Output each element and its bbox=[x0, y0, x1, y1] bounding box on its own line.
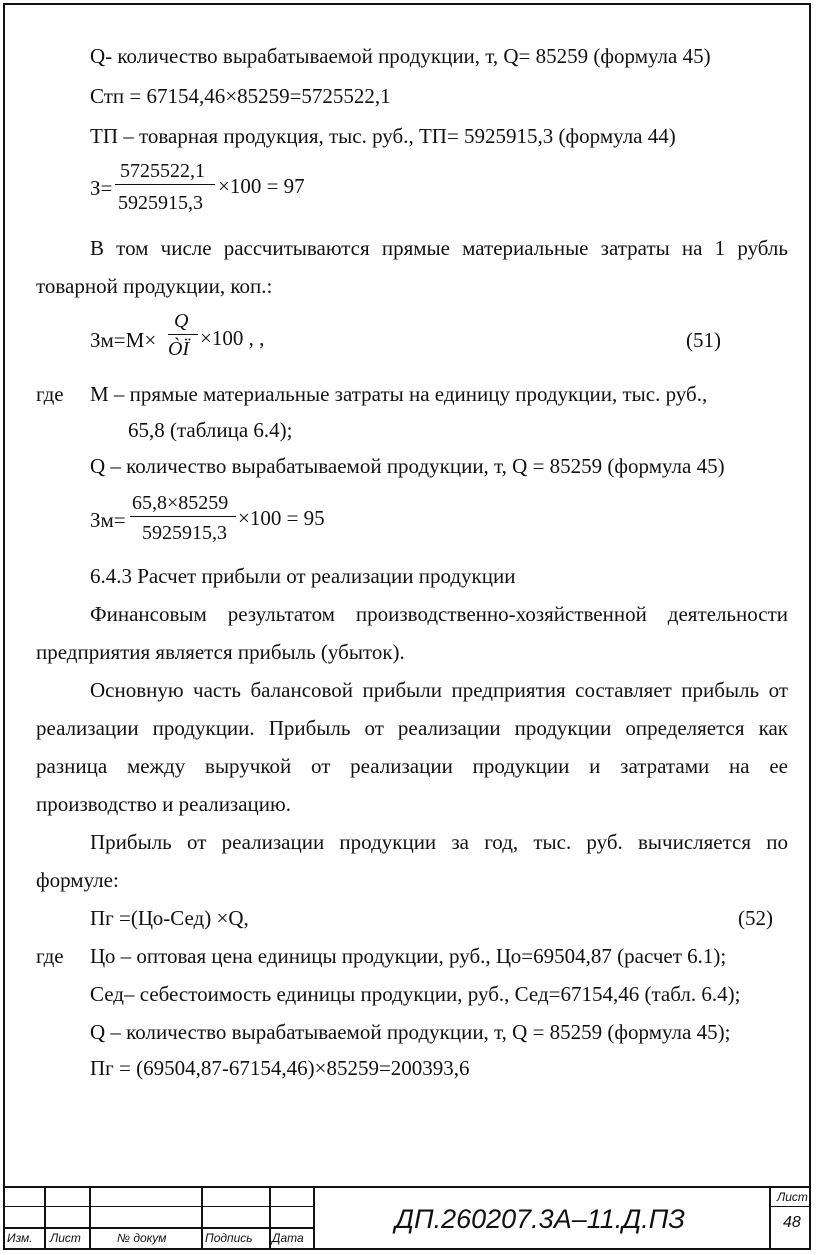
formula-zm2-numerator: 65,8×85259 bbox=[132, 492, 229, 514]
formula-z-numerator: 5725522,1 bbox=[120, 160, 205, 182]
where-g-line-2: Сед– себестоимость единицы продукции, руб., Сед=67154,46 (табл. 6.4); bbox=[90, 982, 741, 1006]
where-label-g: где bbox=[36, 944, 64, 968]
formula-zm-left: Зм=М× bbox=[90, 328, 157, 352]
stamp-label-list: Лист bbox=[50, 1231, 81, 1245]
where-q-line: Q – количество вырабатываемой продукции, т, Q = 85259 (формула 45) bbox=[90, 454, 725, 478]
formula-zm-numerator: Q bbox=[174, 310, 189, 332]
stamp-label-sheet: Лист bbox=[777, 1190, 808, 1204]
paragraph-4-line-1: Прибыль от реализации продукции за год, тыс. руб. вычисляется по bbox=[90, 830, 788, 854]
text-line-q: Q- количество вырабатываемой продукции, т, Q= 85259 (формула 45) bbox=[90, 44, 711, 68]
stamp-label-date: Дата bbox=[272, 1231, 304, 1245]
paragraph-4-line-2: формуле: bbox=[36, 868, 119, 892]
paragraph-1-line-1: В том числе рассчитываются прямые материальные затраты на 1 рубль bbox=[90, 236, 788, 260]
stamp-label-sign: Подпись bbox=[205, 1231, 253, 1245]
paragraph-3-line-4: производство и реализацию. bbox=[36, 792, 291, 816]
where-m-line-2: 65,8 (таблица 6.4); bbox=[128, 418, 293, 442]
paragraph-2-line-2: предприятия является прибыль (убыток). bbox=[36, 640, 405, 664]
formula-z-denominator: 5925915,3 bbox=[118, 192, 203, 214]
formula-zm2-bar bbox=[130, 516, 236, 517]
formula-52-number: (52) bbox=[738, 906, 773, 930]
formula-z-left: З= bbox=[90, 176, 113, 200]
formula-51-number: (51) bbox=[686, 328, 721, 352]
stamp-label-doc: № докум bbox=[117, 1231, 167, 1245]
where-g-line-4: Пг = (69504,87-67154,46)×85259=200393,6 bbox=[90, 1056, 470, 1080]
formula-zm-right: ×100 , , bbox=[200, 326, 265, 350]
stamp-label-izm: Изм. bbox=[7, 1231, 33, 1245]
formula-z-bar bbox=[115, 184, 215, 185]
formula-52: Пг =(Цо-Сед) ×Q, bbox=[90, 906, 249, 930]
section-heading: 6.4.3 Расчет прибыли от реализации продукции bbox=[90, 564, 516, 588]
page-number: 48 bbox=[783, 1214, 801, 1231]
paragraph-3-line-3: разница между выручкой от реализации продукции и затратами на ее bbox=[36, 754, 788, 778]
text-line-tp: ТП – товарная продукция, тыс. руб., ТП= 5925915,3 (формула 44) bbox=[90, 124, 676, 148]
paragraph-1-line-2: товарной продукции, коп.: bbox=[36, 274, 273, 298]
formula-zm2-right: ×100 = 95 bbox=[238, 506, 325, 530]
formula-zm2-left: Зм= bbox=[90, 508, 126, 532]
where-g-line-3: Q – количество вырабатываемой продукции, т, Q = 85259 (формула 45); bbox=[90, 1020, 731, 1044]
document-code: ДП.260207.3А–11.Д.ПЗ bbox=[395, 1204, 685, 1234]
formula-zm2-denominator: 5925915,3 bbox=[142, 522, 227, 544]
where-label-m: где bbox=[36, 382, 64, 406]
where-g-line-1: Цо – оптовая цена единицы продукции, руб., Цо=69504,87 (расчет 6.1); bbox=[90, 944, 727, 968]
paragraph-2-line-1: Финансовым результатом производственно-хозяйственной деятельности bbox=[90, 602, 788, 626]
formula-zm-bar bbox=[168, 334, 198, 335]
title-block-stamp bbox=[3, 1186, 811, 1250]
formula-zm-denominator: ÒÏ bbox=[168, 338, 190, 360]
where-m-line-1: М – прямые материальные затраты на единицу продукции, тыс. руб., bbox=[90, 382, 708, 406]
text-line-stp: Стп = 67154,46×85259=5725522,1 bbox=[90, 84, 391, 108]
formula-z-right: ×100 = 97 bbox=[218, 174, 305, 198]
paragraph-3-line-2: реализации продукции. Прибыль от реализации продукции определяется как bbox=[36, 716, 788, 740]
paragraph-3-line-1: Основную часть балансовой прибыли предприятия составляет прибыль от bbox=[90, 678, 788, 702]
